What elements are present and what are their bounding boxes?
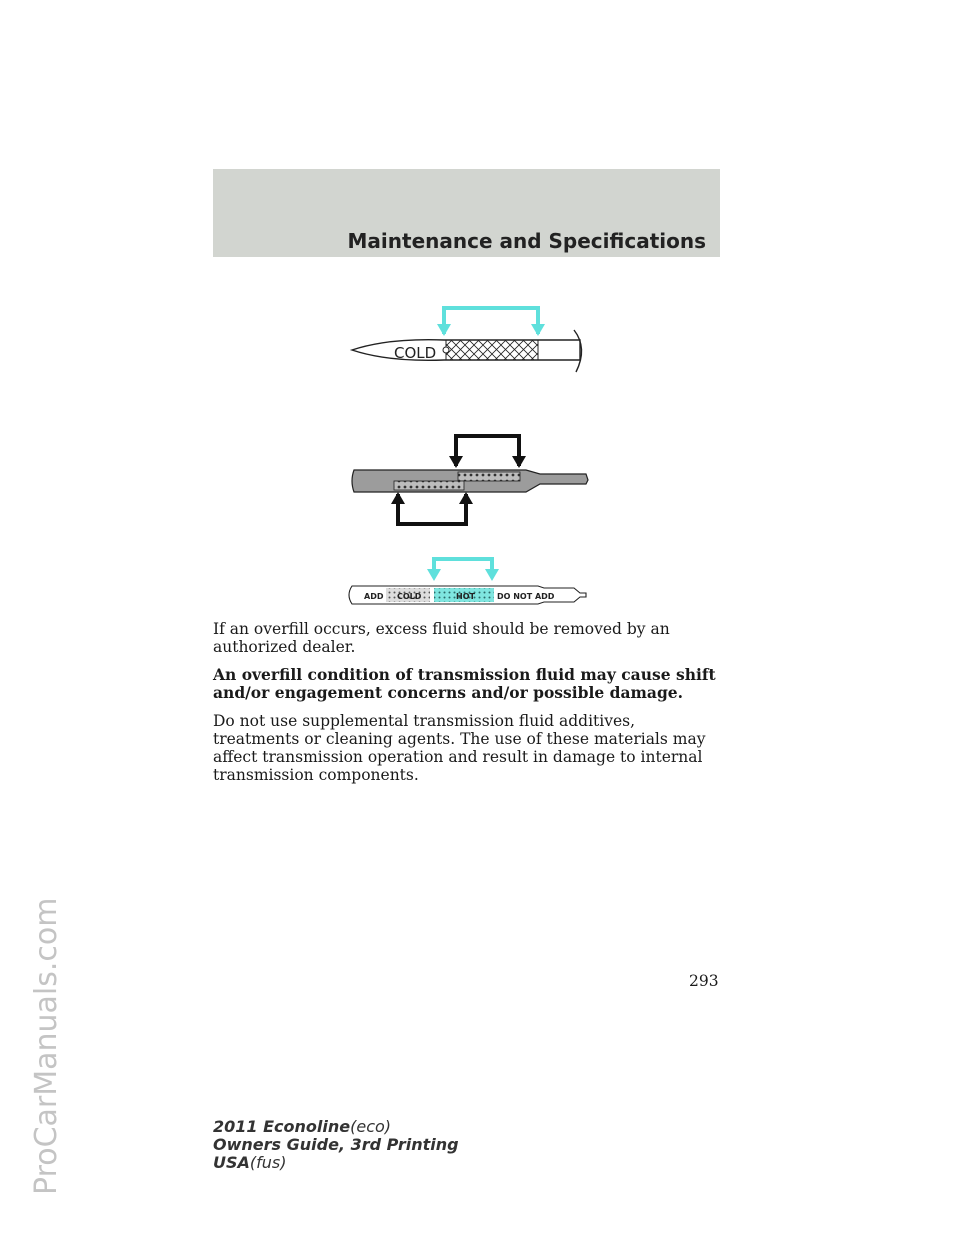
lower-dotted-zone [394, 481, 464, 490]
hot-arrowhead-right [485, 569, 499, 581]
watermark [0, 0, 80, 1242]
upper-arrowhead-left [449, 456, 463, 468]
lower-arrowhead-right [459, 492, 473, 504]
crosshatch-zone [446, 340, 538, 360]
footer-region: USA [213, 1153, 250, 1172]
hole-mark [443, 347, 449, 353]
footer [213, 1118, 459, 1172]
paragraph-warning: An overfill condition of transmission fluid may cause shift and/or engagement concerns and/or possible damage. [213, 665, 716, 702]
footer-model-code: (eco) [350, 1117, 392, 1136]
arrowhead-left [437, 324, 451, 336]
do-not-add-label: DO NOT ADD [497, 592, 555, 601]
arrowhead-right [531, 324, 545, 336]
lower-range-arrow [398, 494, 466, 524]
upper-dotted-zone [458, 472, 520, 481]
lower-arrowhead-left [391, 492, 405, 504]
upper-arrowhead-right [512, 456, 526, 468]
footer-guide: Owners Guide, 3rd Printing [213, 1135, 459, 1154]
add-label: ADD [364, 592, 384, 601]
dipstick-figure-dual [348, 430, 593, 530]
footer-region-code: (fus) [249, 1153, 287, 1172]
paragraph-overfill: If an overfill occurs, excess fluid should be removed by an authorized dealer. [213, 620, 670, 656]
cold-zone-label: COLD [397, 592, 422, 601]
footer-model: 2011 Econoline [213, 1117, 351, 1136]
dipstick-figure-cold [348, 300, 593, 380]
level-range-arrow [444, 308, 538, 334]
page-number: 293 [689, 972, 719, 990]
section-title: Maintenance and Specifications [347, 229, 706, 253]
paragraph-additives: Do not use supplemental transmission fluid additives, treatments or cleaning agents. The use of these materials may affect transmission operation and result in damage to internal transmission components. [213, 712, 706, 784]
section-header [213, 169, 720, 257]
dipstick-figure-labeled [342, 555, 592, 610]
watermark-text: ProCarManuals.com [29, 897, 64, 1195]
hot-arrowhead-left [427, 569, 441, 581]
cold-label: COLD [394, 344, 437, 362]
hot-label: HOT [456, 592, 475, 601]
upper-range-arrow [456, 436, 519, 466]
body-text [213, 620, 720, 794]
hot-range-arrow [434, 559, 492, 577]
